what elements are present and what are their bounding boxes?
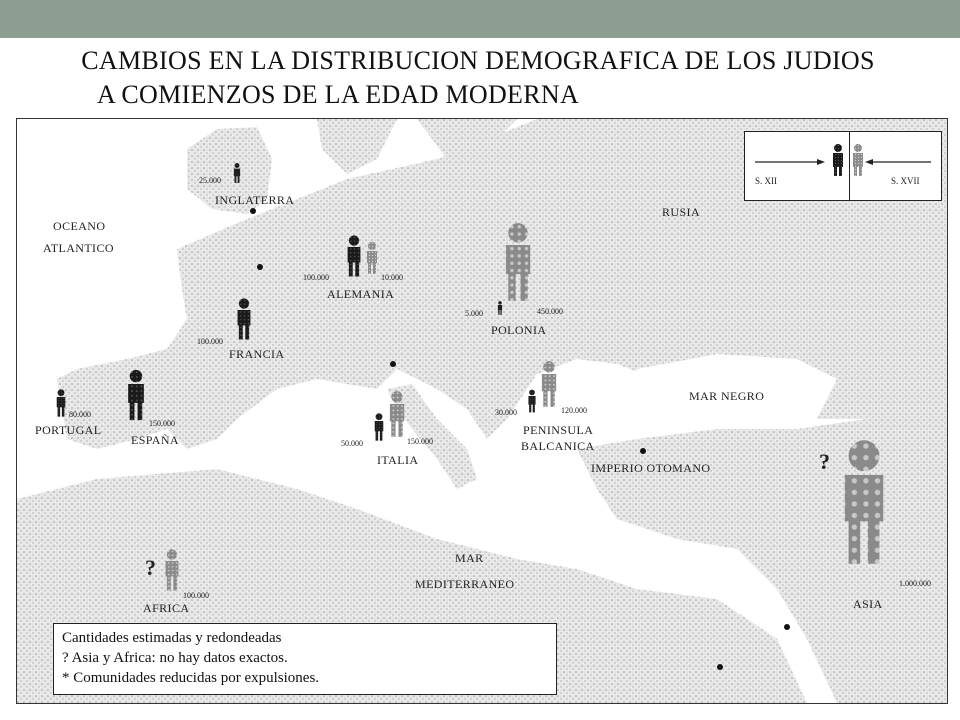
city-dot — [784, 624, 790, 630]
europe-map — [16, 118, 948, 704]
legend-left-label: S. XII — [755, 176, 777, 186]
label-portugal: PORTUGAL — [35, 423, 102, 437]
page-title — [28, 44, 948, 112]
uncertain-mark-africa: ? — [145, 555, 156, 580]
label-atlantico: ATLANTICO — [43, 241, 114, 255]
figure-asia-xvii — [837, 419, 891, 585]
city-dot — [250, 208, 256, 214]
city-dot — [390, 361, 396, 367]
figure-portugal-xvii — [55, 385, 67, 421]
label-francia: FRANCIA — [229, 347, 285, 361]
title-line-2: A COMIENZOS DE LA EDAD MODERNA — [96, 80, 580, 109]
figure-alemania-xii — [345, 231, 363, 281]
notes-box — [53, 623, 557, 695]
figure-inglaterra-xii — [232, 163, 242, 183]
figure-espana-xii — [125, 363, 147, 427]
legend-box — [744, 131, 942, 201]
figure-balcanica-xii — [527, 387, 537, 415]
num-balcanica-xii: 30.000 — [495, 408, 517, 417]
num-portugal-xvii: 80.000 — [69, 410, 91, 419]
num-polonia-xvii: 450.000 — [537, 307, 563, 316]
legend-right-label: S. XVII — [891, 176, 920, 186]
num-espana-xii: 150.000 — [149, 419, 175, 428]
legend-graphic — [745, 132, 941, 200]
label-inglaterra: INGLATERRA — [215, 193, 295, 207]
top-bar — [0, 0, 960, 38]
label-polonia: POLONIA — [491, 323, 547, 337]
figure-alemania-xvii — [365, 237, 379, 279]
figure-polonia-xvii — [501, 207, 535, 317]
label-mediterraneo: MEDITERRANEO — [415, 577, 515, 591]
num-alemania-xvii: 10.000 — [381, 273, 403, 282]
legend-dark-figure-icon — [833, 144, 843, 176]
num-polonia-xii: 5.000 — [465, 309, 483, 318]
label-alemania: ALEMANIA — [327, 287, 395, 301]
figure-italia-xii — [373, 409, 385, 445]
figure-balcanica-xvii — [539, 353, 559, 415]
label-asia: ASIA — [853, 597, 883, 611]
num-alemania-xii: 100.000 — [303, 273, 329, 282]
figure-africa-xvii — [163, 539, 181, 601]
num-inglaterra-xii: 25.000 — [199, 176, 221, 185]
legend-divider — [849, 132, 850, 200]
note-line-1: Cantidades estimadas y redondeadas — [62, 630, 282, 646]
label-imperio-otomano: IMPERIO OTOMANO — [591, 461, 711, 475]
label-espana: ESPAÑA — [131, 433, 179, 447]
figure-francia-xii — [235, 293, 253, 345]
note-line-2: ? Asia y Africa: no hay datos exactos. — [62, 650, 288, 666]
title-line-1: CAMBIOS EN LA DISTRIBUCION DEMOGRAFICA DE LOS JUDIOS — [81, 46, 875, 75]
label-rusia: RUSIA — [662, 205, 701, 219]
num-asia-xvii: 1.000.000 — [899, 579, 931, 588]
city-dot — [257, 264, 263, 270]
num-africa-xvii: 100.000 — [183, 591, 209, 600]
figure-italia-xvii — [387, 383, 407, 445]
uncertain-mark-asia: ? — [819, 449, 830, 474]
label-africa: AFRICA — [143, 601, 190, 615]
note-line-3: * Comunidades reducidas por expulsiones. — [62, 670, 320, 686]
label-peninsula: PENINSULA — [523, 423, 594, 437]
label-mar: MAR — [455, 551, 484, 565]
label-oceano: OCEANO — [53, 219, 106, 233]
legend-grey-figure-icon — [853, 144, 863, 176]
label-mar-negro: MAR NEGRO — [689, 389, 765, 403]
num-italia-xii: 50.000 — [341, 439, 363, 448]
city-dot — [717, 664, 723, 670]
num-francia-xii: 100.000 — [197, 337, 223, 346]
city-dot — [640, 448, 646, 454]
num-balcanica-xvii: 120.000 — [561, 406, 587, 415]
label-balcanica: BALCANICA — [521, 439, 595, 453]
num-italia-xvii: 150.000 — [407, 437, 433, 446]
label-italia: ITALIA — [377, 453, 419, 467]
